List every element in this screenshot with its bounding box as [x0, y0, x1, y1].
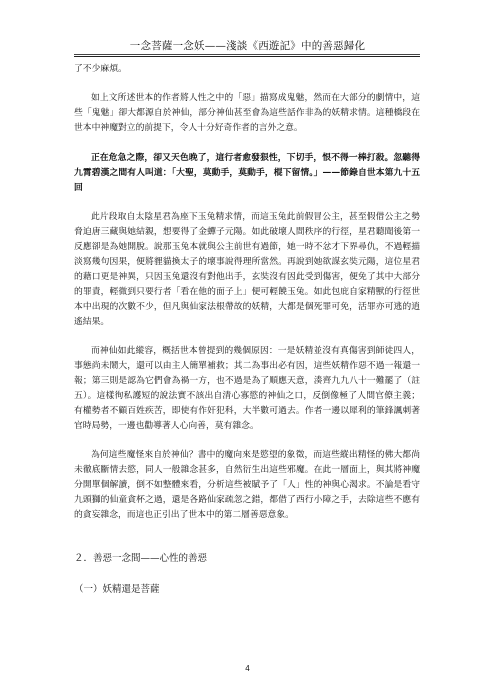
- paragraph-4: 為何這些魔怪來自於神仙？書中的魔向來是慾望的象徵，而這些縱出精怪的佛大都尚未徹底斷情去慾，同人一般雜念甚多，自然衍生出這些邪魔。在此一層面上，與其將神魔分開單個解讀，倒不如整體來看，分析這些被賦予了「人」性的神與心渴求。不論是看守九頭獅的仙童貪杯之過，還是各路仙家疏忽之錯，都借了西行小障之手，去除這些不應有的貪妄雜念，而這也正引出了世本中的第二層善惡意象。: [74, 450, 420, 520]
- block-quote: 正在危急之際，卻又天色晚了，這行者愈發狠性，下切手，恨不得一棒打殺。忽聽得九霄碧漢之間有人叫道：「大聖，莫動手，莫動手，棍下留情。」——節錄自世本第九十五回: [74, 153, 420, 193]
- paragraph-3: 而神仙如此縱容，概括世本曾提到的幾個原因：一是妖精並沒有真傷害到師徒四人，事態尚未鬧大，還可以由主人簡單補救；其二為事出必有因，這些妖精作惡不過一報還一報；第三則是認為它們會為禍一方，也不過是為了順應天意，湊齊九九八十一難罷了（註五）。這樣徇私護短的說法實不該出自清心寡慾的神仙之口，反倒像極了人間官僚主義；有權勢者不顧百姓疾苦，即使有作奸犯科，大半數可過去。作者一邊以犀利的筆鋒諷刺著官時局勢，一邊也勸導著人心向善，莫有雜念。: [74, 346, 420, 431]
- header-rule-thin: [74, 54, 420, 55]
- subsection-heading: （一）妖精還是菩薩: [74, 584, 160, 595]
- paragraph-2: 此片段取自太陰星君為座下玉兔精求情，而這玉兔此前假冒公主，甚至假借公主之勢脅迫唐三藏與她結親，想要得了金蟬子元陽。如此破壞人間秩序的行徑，星君聽聞後第一反應卻是為她開脫。說那玉兔本就與公主前世有過節，她一時不忿才下界尋仇，不過輕描淡寫幾句因果，便將貍貓換太子的壞事說得理所當然。再說到她欲謀玄奘元陽，這位星君的藉口更是神異，只因玉兔還沒有對他出手，玄奘沒有因此受到傷害，便免了其中大部分的罪責，輕微到只要行者「看在他的面子上」便可輕饒玉兔。如此包庇自家精獸的行徑世本中出現的次數不少，但凡與仙家法根帶故的妖精，大都是個死罪可免，活罪亦可逃的逍遙結果。: [74, 212, 420, 327]
- paragraph-continuation: 了不少麻煩。: [74, 64, 127, 74]
- running-header: 一念菩薩一念妖——淺談《西遊記》中的善惡歸化: [129, 40, 366, 52]
- section-heading: ２．善惡一念間——心性的善惡: [74, 553, 208, 564]
- page-number: 4: [245, 664, 250, 673]
- page-body: [74, 62, 420, 597]
- header-rule-thick: [74, 56, 420, 57]
- paragraph-1: 如上文所述世本的作者將人性之中的「惡」描寫成鬼魅，然而在大部分的劇情中，這些「鬼魅」卻大都源自於神仙，部分神仙甚至會為這些話作非為的妖精求情。這種橋段在世本中神魔對立的前提下，令人十分好奇作者的言外之意。: [74, 93, 420, 133]
